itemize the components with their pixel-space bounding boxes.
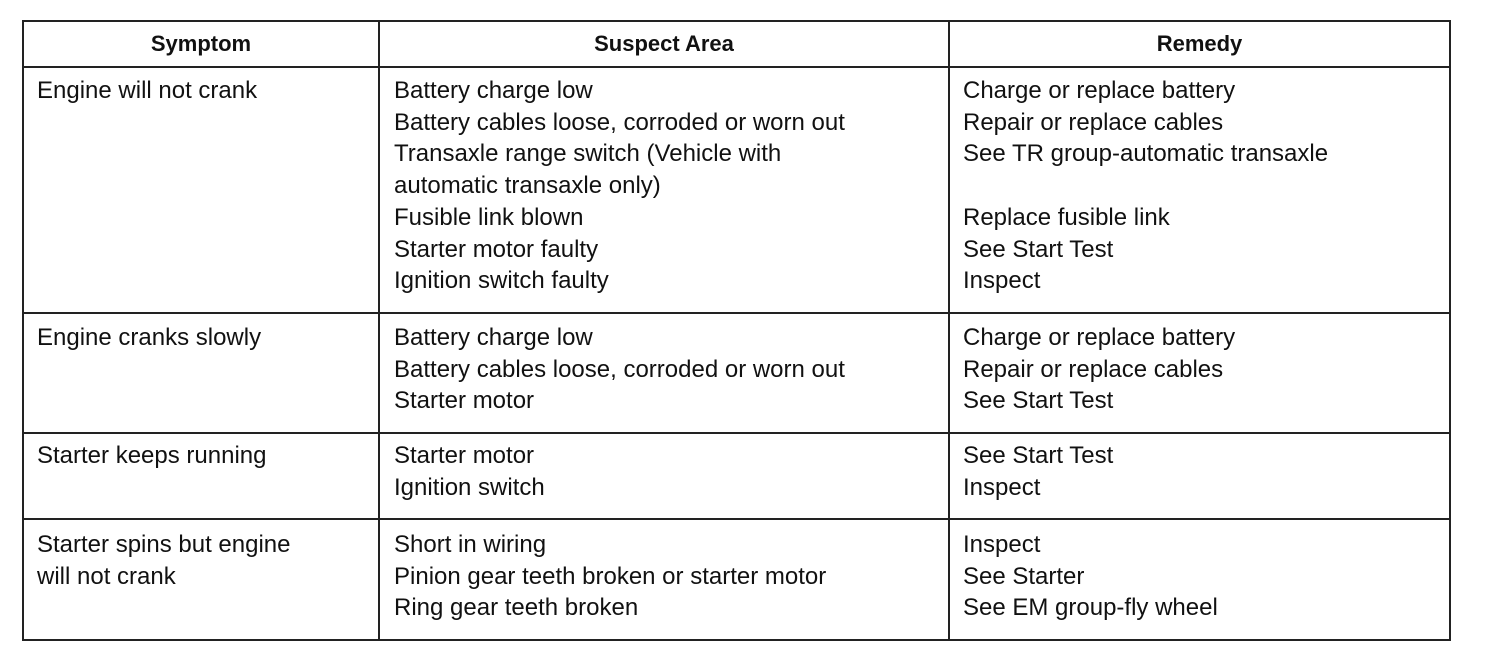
remedy-cell [949,67,1450,313]
suspect-area-text: Battery cables loose, corroded or worn out [394,108,845,136]
suspect-area-text: Pinion gear teeth broken or starter motor [394,562,827,590]
remedy-text: See EM group-fly wheel [963,594,1218,622]
header-row [23,21,1450,67]
symptom-cell [23,313,379,433]
remedy-cell [949,519,1450,640]
remedy-text: See Start Test [963,235,1114,263]
symptom-text: will not crank [37,562,176,590]
remedy-text: Inspect [963,267,1041,295]
remedy-text: See Start Test [963,387,1114,415]
suspect-area-text: Starter motor faulty [394,235,599,263]
remedy-text: Inspect [963,531,1041,558]
remedy-text [963,170,1449,202]
remedy-text: See TR group-automatic transaxle [963,140,1329,168]
suspect-area-text: Battery cables loose, corroded or worn out [394,355,845,383]
symptom-text: Starter spins but engine [37,531,291,558]
suspect-area-text: automatic transaxle only) [394,172,661,200]
suspect-area-cell [379,519,949,640]
symptom-cell [23,519,379,640]
remedy-text: Charge or replace battery [963,324,1236,351]
remedy-text: Repair or replace cables [963,355,1224,383]
symptom-text: Starter keeps running [37,442,267,469]
suspect-area-cell [379,433,949,519]
suspect-area-cell [379,313,949,433]
remedy-text: See Start Test [963,442,1114,469]
remedy-text: See Starter [963,562,1085,590]
remedy-text: Charge or replace battery [963,77,1236,104]
troubleshooting-table [22,20,1451,641]
symptom-cell [23,433,379,519]
table-row [23,67,1450,313]
suspect-area-text: Short in wiring [394,531,547,558]
suspect-area-text: Ring gear teeth broken [394,594,639,622]
suspect-area-text: Battery charge low [394,324,593,351]
remedy-cell [949,313,1450,433]
symptom-text: Engine cranks slowly [37,324,262,351]
remedy-text: Repair or replace cables [963,108,1224,136]
remedy-text: Inspect [963,473,1041,501]
remedy-cell [949,433,1450,519]
suspect-area-cell [379,67,949,313]
suspect-area-text: Battery charge low [394,77,593,104]
symptom-text: Engine will not crank [37,77,258,104]
header-symptom: Symptom [23,21,379,67]
symptom-cell [23,67,379,313]
header-remedy: Remedy [949,21,1450,67]
suspect-area-text: Transaxle range switch (Vehicle with [394,140,782,168]
table-row [23,313,1450,433]
suspect-area-text: Starter motor [394,442,535,469]
suspect-area-text: Starter motor [394,387,535,415]
header-suspect-area: Suspect Area [379,21,949,67]
suspect-area-text: Ignition switch faulty [394,267,609,295]
suspect-area-text: Ignition switch [394,473,545,501]
table-row [23,433,1450,519]
table-row [23,519,1450,640]
suspect-area-text: Fusible link blown [394,203,584,231]
remedy-text: Replace fusible link [963,203,1170,231]
